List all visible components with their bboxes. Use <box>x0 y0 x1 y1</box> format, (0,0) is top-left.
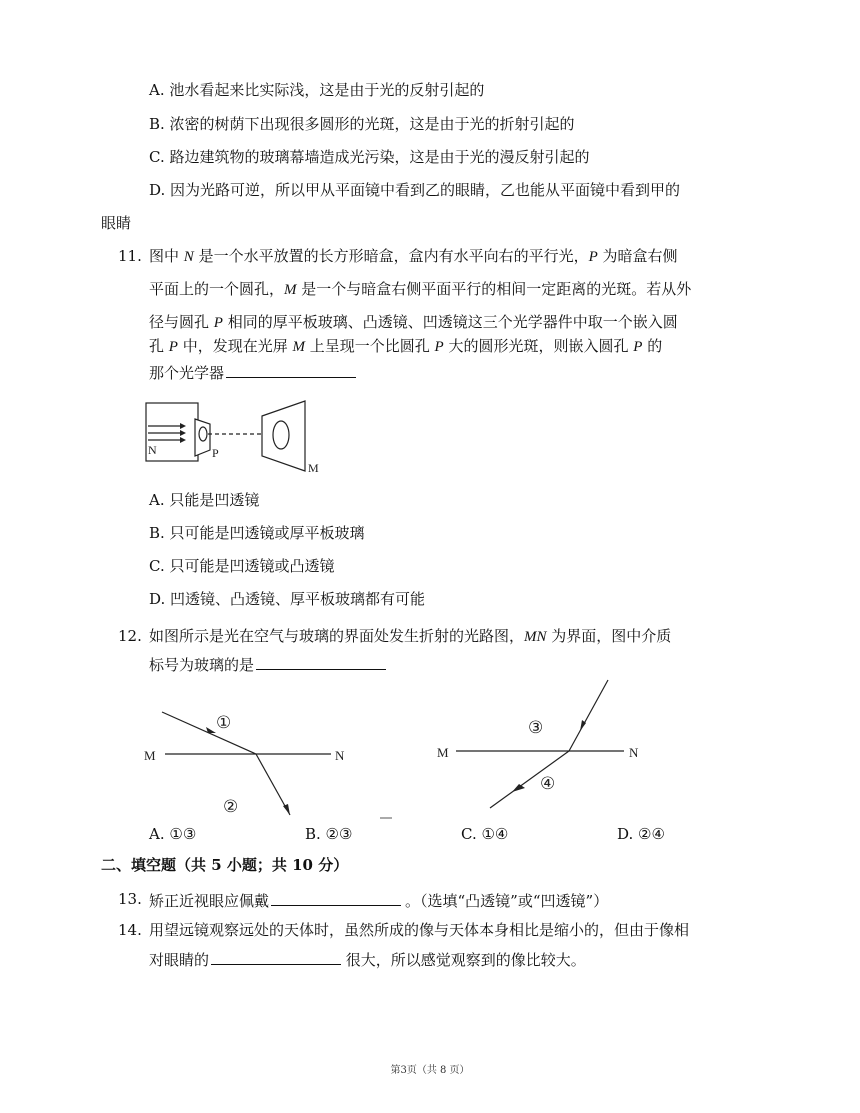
medium-4-label: ④ <box>540 774 556 793</box>
q12-figure-right <box>432 676 662 816</box>
q11-option-b: B. 只可能是凹透镜或厚平板玻璃 <box>149 524 365 542</box>
var-n: N <box>183 249 194 265</box>
q11-option-d: D. 凹透镜、凸透镜、厚平板玻璃都有可能 <box>149 590 426 608</box>
q14-number: 14. <box>118 921 142 939</box>
arrowhead <box>180 423 186 429</box>
q12-line-1: 如图所示是光在空气与玻璃的界面处发生折射的光路图，MN 为界面，图中介质 <box>149 627 672 645</box>
q12-option-a: A. ①③ <box>149 825 197 843</box>
q10-option-d-continued: 眼睛 <box>101 214 132 232</box>
var-mn: MN <box>524 629 547 645</box>
q12-figure-left <box>138 700 358 825</box>
q13-number: 13. <box>118 890 142 908</box>
refracted-ray <box>490 751 569 808</box>
q11-number: 11. <box>118 247 142 265</box>
medium-3-label: ③ <box>528 718 544 737</box>
medium-2-label: ② <box>223 797 239 816</box>
q12-option-b: B. ②③ <box>305 825 353 843</box>
label-n: N <box>335 748 345 763</box>
q12-option-c: C. ①④ <box>461 825 509 843</box>
q14-line-2: 对眼睛的 很大，所以感觉观察到的像比较大。 <box>149 948 586 970</box>
q11-option-a: A. 只能是凹透镜 <box>149 491 260 509</box>
q12-option-d: D. ②④ <box>617 825 665 843</box>
hole-panel <box>195 419 210 456</box>
q10-option-a: A. 池水看起来比实际浅，这是由于光的反射引起的 <box>149 81 485 99</box>
arrowhead <box>283 804 290 815</box>
q13-answer-blank[interactable] <box>271 889 401 906</box>
page-footer: 第3页（共 8 页） <box>390 1065 470 1076</box>
q10-option-c: C. 路边建筑物的玻璃幕墙造成光污染，这是由于光的漫反射引起的 <box>149 148 590 166</box>
label-n: N <box>148 443 157 457</box>
q11-line-2: 平面上的一个圆孔，M 是一个与暗盒右侧平面平行的相间一定距离的光斑。若从外 <box>149 280 692 298</box>
q10-option-d: D. 因为光路可逆，所以甲从平面镜中看到乙的眼睛，乙也能从平面镜中看到甲的 <box>149 181 681 199</box>
screen-m <box>262 401 305 471</box>
q11-line-3: 径与圆孔 P 相同的厚平板玻璃、凸透镜、凹透镜这三个光学器件中取一个嵌入圆 <box>149 313 678 331</box>
label-m: M <box>144 748 156 763</box>
q11-answer-blank[interactable] <box>226 361 356 378</box>
q10-option-b: B. 浓密的树荫下出现很多圆形的光斑，这是由于光的折射引起的 <box>149 115 575 133</box>
incident-ray <box>569 680 608 751</box>
q12-answer-blank[interactable] <box>256 653 386 670</box>
q14-line-1: 用望远镜观察远处的天体时，虽然所成的像与天体本身相比是缩小的，但由于像相 <box>149 921 690 939</box>
q11-line-1: 图中 N 是一个水平放置的长方形暗盒，盒内有水平向右的平行光，P 为暗盒右侧 <box>149 247 678 265</box>
var-p: P <box>588 249 598 265</box>
light-spot <box>273 421 289 449</box>
section-title: 二、填空题（共 5 小题；共 10 分） <box>101 856 349 874</box>
q14-answer-blank[interactable] <box>211 948 341 965</box>
q13-text: 矫正近视眼应佩戴 。（选填“凸透镜”或“凹透镜”） <box>149 889 608 911</box>
q11-option-c: C. 只可能是凹透镜或凸透镜 <box>149 557 335 575</box>
q12-line-2: 标号为玻璃的是 <box>149 653 386 675</box>
arrowhead <box>180 437 186 443</box>
q12-number: 12. <box>118 627 142 645</box>
q11-figure <box>140 396 340 486</box>
label-m: M <box>308 461 319 475</box>
q11-line-4: 孔 P 中，发现在光屏 M 上呈现一个比圆孔 P 大的圆形光斑，则嵌入圆孔 P 的 <box>149 337 663 355</box>
arrowhead <box>180 430 186 436</box>
label-p: P <box>212 446 219 460</box>
label-n: N <box>629 745 639 760</box>
medium-1-label: ① <box>216 713 232 732</box>
arrowhead <box>512 784 525 792</box>
label-m: M <box>437 745 449 760</box>
q11-line-5: 那个光学器 <box>149 361 356 383</box>
